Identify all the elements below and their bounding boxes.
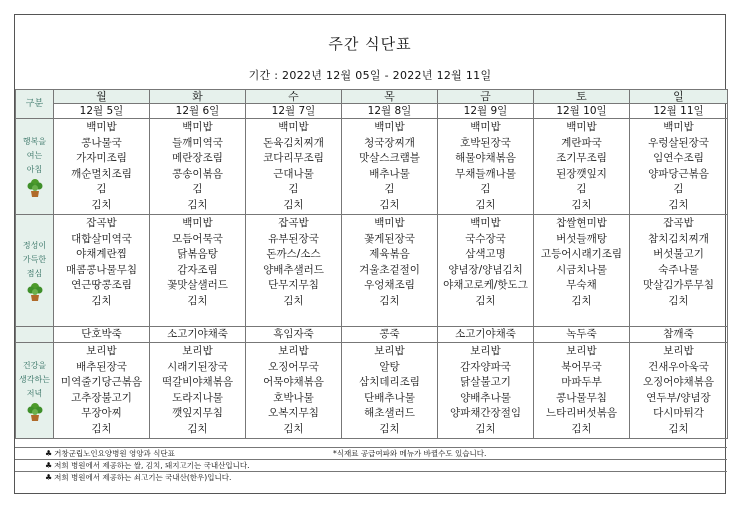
- menu-item: 시금치나물: [556, 263, 607, 276]
- menu-item: 콩나물무침: [556, 391, 607, 404]
- porridge-cell: 소고기야채죽: [438, 327, 534, 343]
- menu-item: 근대나물: [273, 167, 314, 180]
- menu-item: 김: [673, 183, 684, 195]
- lunch-label-line: 정성이: [22, 240, 47, 250]
- menu-item: 고추장불고기: [71, 391, 132, 404]
- footer-line-2-text: 저희 병원에서 제공하는 쌀, 김치, 돼지고기는 국내산입니다.: [54, 461, 250, 470]
- menu-item: 시래기된장국: [167, 360, 228, 373]
- menu-item: 백미밥: [663, 121, 694, 133]
- menu-item: 백미밥: [182, 121, 213, 133]
- menu-item: 김치: [379, 422, 400, 435]
- menu-item: 떡갈비야채볶음: [161, 376, 233, 388]
- dinner-cell: [150, 343, 246, 439]
- menu-item: 대합살미역국: [71, 232, 132, 245]
- page-title: 주간 식단표: [328, 35, 412, 53]
- date-header: 12월 11일: [630, 104, 728, 119]
- menu-item: 꽃맛살샐러드: [167, 279, 228, 291]
- breakfast-cell: [246, 119, 342, 215]
- menu-item: 꽃게된장국: [364, 232, 415, 245]
- menu-item: 김치: [187, 198, 208, 211]
- menu-item: 호박된장국: [460, 136, 511, 149]
- menu-item: 양념장/양념김치: [448, 263, 523, 276]
- menu-item: 백미밥: [566, 121, 597, 133]
- menu-item: 제육볶음: [369, 248, 410, 260]
- dinner-label-line: 생각하는: [19, 374, 50, 384]
- menu-item: 양배추샐러드: [263, 263, 324, 276]
- clover-icon: ♣: [45, 449, 53, 458]
- menu-item: 김치: [283, 294, 304, 307]
- dinner-label-line: 건강을: [22, 360, 47, 370]
- menu-item: 백미밥: [182, 217, 213, 229]
- potted-plant-icon: [26, 178, 44, 198]
- dinner-row: [16, 343, 728, 439]
- breakfast-label: [16, 119, 54, 215]
- lunch-row: [16, 215, 728, 327]
- menu-item: 잡곡밥: [86, 217, 117, 229]
- day-header: 월: [54, 90, 150, 104]
- menu-item: 김치: [571, 294, 592, 307]
- menu-item: 계란파국: [561, 136, 602, 149]
- menu-item: 연근땅콩조림: [71, 279, 132, 291]
- menu-item: 김: [192, 183, 203, 195]
- menu-item: 양파당근볶음: [648, 167, 709, 180]
- menu-item: 김치: [283, 422, 304, 435]
- footer-line-1: [15, 447, 727, 458]
- potted-plant-icon: [26, 402, 44, 422]
- menu-item: 돈육김치찌개: [263, 136, 324, 149]
- day-header: 수: [246, 90, 342, 104]
- menu-item: 감자조림: [177, 263, 218, 276]
- menu-item: 김치: [668, 294, 689, 307]
- lunch-cell: [150, 215, 246, 327]
- menu-item: 임연수조림: [653, 152, 704, 164]
- date-row: [16, 104, 728, 119]
- date-header: 12월 9일: [438, 104, 534, 119]
- footer-line-2: [15, 459, 727, 470]
- footer-line-1-right: *식재료 공급여파와 메뉴가 바뀔수도 있습니다.: [333, 449, 487, 458]
- menu-item: 된장깻잎지: [556, 167, 607, 180]
- menu-item: 김치: [379, 198, 400, 211]
- menu-item: 메란장조림: [172, 152, 223, 164]
- menu-item: 백미밥: [278, 121, 309, 133]
- date-header: 12월 8일: [342, 104, 438, 119]
- menu-item: 백미밥: [470, 217, 501, 229]
- menu-item: 김치: [91, 294, 112, 307]
- menu-item: 깻잎지무침: [172, 407, 223, 419]
- menu-item: 조기무조림: [556, 152, 607, 164]
- menu-item: 버섯들깨탕: [556, 232, 607, 245]
- menu-item: 보리밥: [182, 345, 213, 357]
- breakfast-cell: [342, 119, 438, 215]
- menu-item: 코다리무조림: [263, 152, 324, 164]
- menu-item: 모듬어묵국: [172, 232, 223, 245]
- lunch-cell: [246, 215, 342, 327]
- lunch-cell: [534, 215, 630, 327]
- menu-item: 김치: [91, 422, 112, 435]
- menu-item: 김치: [283, 198, 304, 211]
- dinner-label: [16, 343, 54, 439]
- dinner-cell: [342, 343, 438, 439]
- porridge-cell: 단호박죽: [54, 327, 150, 343]
- footer-line-1-left: 거창군립노인요양병원 영양과 식단표: [54, 449, 175, 458]
- menu-item: 북어무국: [561, 360, 602, 373]
- porridge-cell: 소고기야채죽: [150, 327, 246, 343]
- menu-item: 무숙채: [566, 279, 597, 291]
- footer-line-3-text: 저희 병원에서 제공하는 쇠고기는 국내산(한우)입니다.: [54, 473, 232, 482]
- day-header: 목: [342, 90, 438, 104]
- menu-item: 미역줄기당근볶음: [60, 376, 143, 388]
- menu-item: 배추나물: [369, 167, 410, 180]
- menu-item: 콩송이볶음: [172, 167, 223, 180]
- menu-item: 김: [576, 183, 587, 195]
- menu-item: 오징어야채볶음: [642, 376, 714, 388]
- dinner-cell: [54, 343, 150, 439]
- header-label: 구분: [16, 90, 54, 119]
- dinner-cell: [246, 343, 342, 439]
- lunch-cell: [54, 215, 150, 327]
- dinner-cell: [630, 343, 728, 439]
- menu-item: 우엉채조림: [364, 279, 415, 291]
- menu-item: 유부된장국: [268, 232, 319, 245]
- menu-sheet: [14, 14, 726, 494]
- menu-item: 참치김치찌개: [648, 232, 709, 245]
- breakfast-label-line: 행복을: [22, 136, 47, 146]
- menu-item: 맛살김가루무침: [642, 279, 714, 291]
- menu-item: 보리밥: [86, 345, 117, 357]
- menu-item: 김치: [475, 198, 496, 211]
- menu-item: 단배추나물: [364, 391, 415, 404]
- porridge-label: [16, 327, 54, 343]
- menu-item: 해물야채볶음: [455, 152, 516, 164]
- menu-item: 잡곡밥: [663, 217, 694, 229]
- menu-table: [15, 89, 728, 439]
- date-header: 12월 10일: [534, 104, 630, 119]
- menu-item: 백미밥: [470, 121, 501, 133]
- period-label: 기간 : 2022년 12월 05일 - 2022년 12월 11일: [248, 69, 492, 82]
- breakfast-cell: [150, 119, 246, 215]
- lunch-label-line: 가득한: [22, 254, 47, 264]
- lunch-label-line: 점심: [26, 268, 43, 278]
- footer-line-3: [15, 471, 727, 482]
- menu-item: 김치: [187, 294, 208, 307]
- breakfast-cell: [438, 119, 534, 215]
- menu-item: 단무지무침: [268, 279, 319, 291]
- menu-item: 고등어시래기조림: [540, 248, 623, 260]
- menu-item: 김: [288, 183, 299, 195]
- menu-item: 도라지나물: [172, 391, 223, 404]
- menu-item: 삼치데리조림: [359, 376, 420, 388]
- menu-item: 김치: [668, 422, 689, 435]
- menu-item: 청국장찌개: [364, 136, 415, 149]
- date-header: 12월 5일: [54, 104, 150, 119]
- day-header: 화: [150, 90, 246, 104]
- menu-item: 김치: [91, 198, 112, 211]
- menu-item: 버섯불고기: [653, 248, 704, 260]
- menu-item: 보리밥: [278, 345, 309, 357]
- menu-item: 김: [480, 183, 491, 195]
- menu-item: 우렁살된장국: [648, 136, 709, 149]
- menu-item: 김치: [571, 198, 592, 211]
- clover-icon: ♣: [45, 461, 53, 470]
- menu-item: 잡곡밥: [278, 217, 309, 229]
- menu-item: 김치: [187, 422, 208, 435]
- menu-item: 느타리버섯볶음: [545, 407, 617, 419]
- menu-item: 김치: [668, 198, 689, 211]
- menu-item: 양배추나물: [460, 391, 511, 404]
- menu-item: 김치: [379, 294, 400, 307]
- breakfast-row: [16, 119, 728, 215]
- menu-item: 다시마튀각: [653, 407, 704, 419]
- menu-item: 겨울초겉절이: [359, 263, 420, 276]
- menu-item: 삼색고명: [465, 248, 506, 260]
- menu-item: 김: [96, 183, 107, 195]
- menu-item: 마파두부: [561, 376, 602, 388]
- menu-item: 알탕: [379, 360, 400, 373]
- menu-item: 닭살불고기: [460, 376, 511, 388]
- day-header: 토: [534, 90, 630, 104]
- dinner-label-line: 저녁: [26, 388, 43, 398]
- breakfast-cell: [54, 119, 150, 215]
- menu-item: 감자양파국: [460, 360, 511, 373]
- dinner-cell: [534, 343, 630, 439]
- menu-item: 백미밥: [374, 217, 405, 229]
- breakfast-label-line: 여는: [26, 150, 43, 160]
- breakfast-label-line: 아침: [26, 164, 43, 174]
- lunch-cell: [342, 215, 438, 327]
- menu-item: 김치: [475, 294, 496, 307]
- menu-item: 어묵야채볶음: [263, 376, 324, 388]
- lunch-cell: [438, 215, 534, 327]
- menu-item: 백미밥: [374, 121, 405, 133]
- menu-item: 김치: [475, 422, 496, 435]
- dinner-cell: [438, 343, 534, 439]
- lunch-label: [16, 215, 54, 327]
- menu-item: 보리밥: [470, 345, 501, 357]
- date-header: 12월 7일: [246, 104, 342, 119]
- clover-icon: ♣: [45, 473, 53, 482]
- lunch-cell: [630, 215, 728, 327]
- menu-item: 무채들깨나물: [455, 167, 516, 180]
- menu-item: 백미밥: [86, 121, 117, 133]
- porridge-cell: 녹두죽: [534, 327, 630, 343]
- menu-item: 찹쌀현미밥: [556, 217, 607, 229]
- menu-item: 보리밥: [663, 345, 694, 357]
- menu-item: 콩나물국: [81, 136, 122, 149]
- menu-item: 양파채간장절임: [449, 407, 521, 419]
- menu-item: 연두부/양념장: [646, 391, 711, 404]
- day-row: [16, 90, 728, 104]
- menu-item: 건새우아욱국: [648, 360, 709, 373]
- menu-item: 해초샐러드: [364, 407, 415, 419]
- porridge-row: [16, 327, 728, 343]
- menu-item: 돈까스/소스: [266, 248, 321, 260]
- day-header: 금: [438, 90, 534, 104]
- porridge-cell: 콩죽: [342, 327, 438, 343]
- menu-item: 호박나물: [273, 391, 314, 404]
- menu-item: 보리밥: [566, 345, 597, 357]
- menu-item: 오징어무국: [268, 360, 319, 373]
- menu-item: 국수장국: [465, 232, 506, 245]
- date-header: 12월 6일: [150, 104, 246, 119]
- menu-item: 보리밥: [374, 345, 405, 357]
- menu-item: 배추된장국: [76, 360, 127, 373]
- potted-plant-icon: [26, 282, 44, 302]
- menu-item: 김치: [571, 422, 592, 435]
- day-header: 일: [630, 90, 728, 104]
- menu-item: 깨순멸치조림: [71, 167, 132, 180]
- breakfast-cell: [630, 119, 728, 215]
- menu-item: 맛살스크램블: [359, 152, 420, 164]
- menu-item: 야채계란찜: [76, 248, 127, 260]
- menu-item: 오복지무침: [268, 407, 319, 419]
- porridge-cell: 흑임자죽: [246, 327, 342, 343]
- menu-item: 숙주나물: [658, 263, 699, 276]
- porridge-cell: 참깨죽: [630, 327, 728, 343]
- menu-item: 닭볶음탕: [177, 248, 218, 260]
- menu-item: 가자미조림: [76, 152, 127, 164]
- menu-item: 들깨미역국: [172, 136, 223, 149]
- menu-item: 무장아찌: [81, 407, 122, 419]
- breakfast-cell: [534, 119, 630, 215]
- menu-item: 매콤콩나물무침: [65, 263, 137, 276]
- menu-item: 김: [384, 183, 395, 195]
- menu-item: 야채고로케/핫도그: [443, 279, 528, 291]
